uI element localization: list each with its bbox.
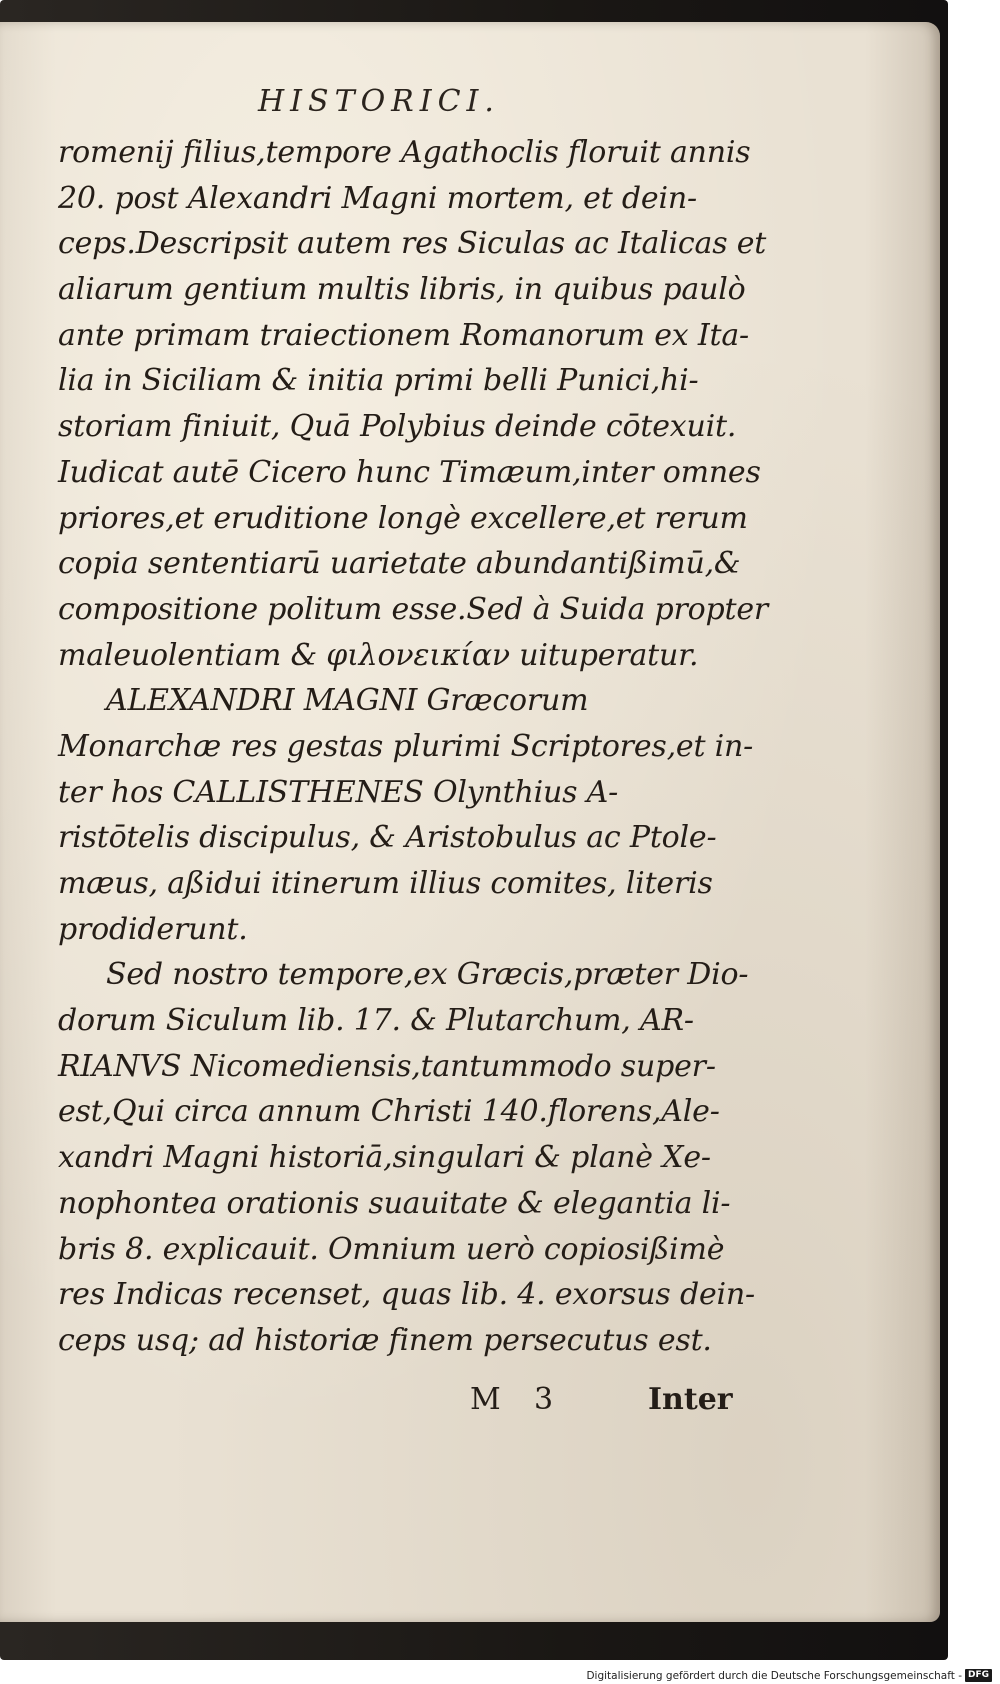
text-line: priores,et eruditione longè excellere,et rerum <box>58 500 748 536</box>
text-line: ante primam traiectionem Romanorum ex Ita- <box>58 317 749 353</box>
page-footer <box>0 1382 940 1428</box>
text-line: prodiderunt. <box>58 911 248 947</box>
text-line: aliarum gentium multis libris, in quibus paulò <box>58 272 746 308</box>
signature-number: 3 <box>534 1382 554 1417</box>
text-line: Monarchæ res gestas plurimi Scriptores,et in- <box>58 728 754 764</box>
text-line: bris 8. explicauit. Omnium uerò copiosißimè <box>58 1231 725 1267</box>
text-line: xandri Magni historiā,singulari & planè Xe- <box>58 1140 711 1176</box>
text-line: res Indicas recenset, quas lib. 4. exorsus dein- <box>58 1277 755 1313</box>
text-line: compositione politum esse.Sed à Suida propter <box>58 591 769 627</box>
catchword: Inter <box>648 1382 733 1417</box>
signature-mark: M <box>470 1382 503 1417</box>
text-line: romenij filius,tempore Agathoclis floruit annis <box>58 135 751 170</box>
credit-text: Digitalisierung gefördert durch die Deutsche Forschungsgemeinschaft - <box>586 1669 962 1682</box>
digitization-credit <box>586 1669 992 1682</box>
text-line: ter hos CALLISTHENES Olynthius A- <box>58 774 619 810</box>
book-page <box>0 22 940 1622</box>
text-line: 20. post Alexandri Magni mortem, et dein- <box>58 180 697 216</box>
text-line: ristōtelis discipulus, & Aristobulus ac Ptole- <box>58 820 717 856</box>
body-text <box>58 130 769 1364</box>
running-head: HISTORICI. <box>258 84 500 119</box>
text-line: ALEXANDRI MAGNI Græcorum <box>106 683 589 719</box>
dfg-logo-icon: DFG <box>965 1669 992 1682</box>
text-line: maleuolentiam & φιλονεικίαν uituperatur. <box>58 637 699 673</box>
text-line: ceps usq; ad historiæ finem persecutus est. <box>58 1322 712 1358</box>
text-line: copia sententiarū uarietate abundantißimū,& <box>58 546 741 582</box>
text-line: storiam finiuit, Quā Polybius deinde cōtexuit. <box>58 409 737 445</box>
text-line: mæus, aßidui itinerum illius comites, literis <box>58 866 713 901</box>
text-line: est,Qui circa annum Christi 140.florens,Ale- <box>58 1094 720 1130</box>
text-line: RIANVS Nicomediensis,tantummodo super- <box>58 1048 716 1084</box>
text-line: nophontea orationis suauitate & elegantia li- <box>58 1185 731 1221</box>
text-line: dorum Siculum lib. 17. & Plutarchum, AR- <box>58 1003 694 1039</box>
text-line: ceps.Descripsit autem res Siculas ac Italicas et <box>58 226 767 262</box>
text-line: Iudicat autē Cicero hunc Timæum,inter omnes <box>58 454 761 490</box>
text-line: Sed nostro tempore,ex Græcis,præter Dio- <box>106 957 749 993</box>
text-line: lia in Siciliam & initia primi belli Punici,hi- <box>58 363 699 399</box>
